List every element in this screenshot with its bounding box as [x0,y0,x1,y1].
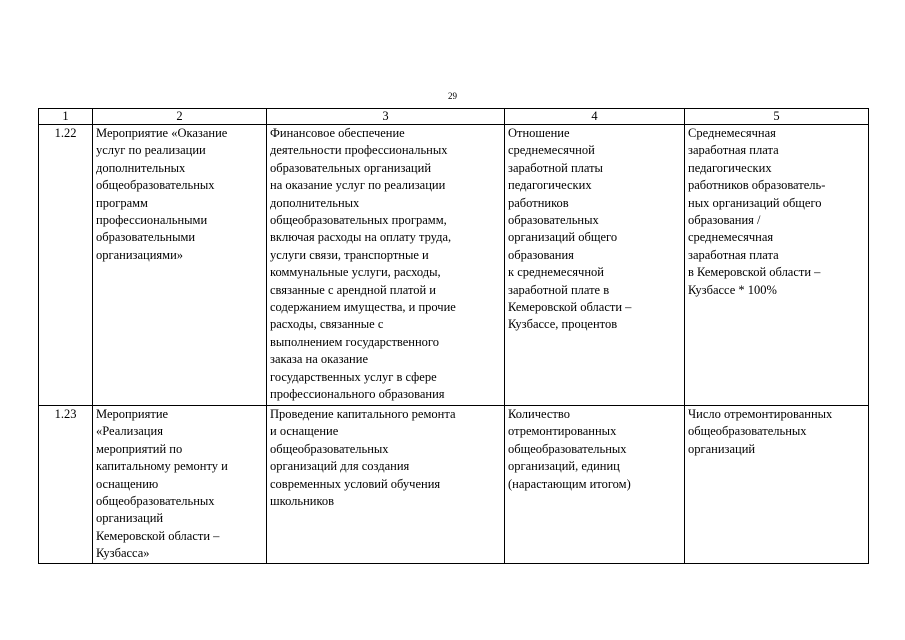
cell-text-line: Кузбассе * 100% [688,282,777,297]
row-number-cell [39,125,93,406]
cell-text-line: заработной платы [508,160,603,175]
row-number: 1.23 [54,407,77,421]
cell-text-line: Число отремонтированных [688,407,833,421]
cell-text-line: Среднемесячная [688,126,776,140]
cell-text-line: современных условий обучения [270,476,441,491]
cell-text-line: оснащению [96,476,159,491]
cell-text-line: Отношение [508,126,570,140]
row-number-cell [39,406,93,564]
header-cell: 3 [267,109,505,125]
header-cell: 1 [39,109,93,125]
cell-text-line: педагогических [508,178,592,193]
cell-text-line: выполнением государственного [270,334,439,349]
cell-text-line: (нарастающим итогом) [508,476,631,491]
cell-text-line: Мероприятие «Оказание [96,126,228,140]
cell-text-line: образовательных [508,213,599,228]
cell-text-line: содержанием имущества, и прочие [270,300,456,315]
event-name-cell [93,406,267,564]
cell-text-line: расходы, связанные с [270,317,384,332]
cell-text-line: педагогических [688,160,772,175]
cell-text-line: организаций, единиц [508,459,620,474]
cell-text-line: к среднемесячной [508,265,604,280]
cell-text-line: Кемеровской области – [508,300,632,315]
header-cell: 2 [93,109,267,125]
table-header-row [39,109,869,125]
header-cell: 5 [685,109,869,125]
cell-text-line: ных организаций общего [688,195,822,210]
cell-text-line: Проведение капитального ремонта [270,407,456,421]
cell-text-line: государственных услуг в сфере [270,369,437,384]
table-row [39,125,869,406]
cell-text-line: дополнительных [270,195,360,210]
cell-text-line: организаций [688,441,756,456]
cell-text-line: и оснащение [270,424,339,439]
cell-text-line: образования / [688,213,761,228]
cell-text-line: профессиональными [96,213,208,228]
cell-text-line: образовательных организаций [270,160,432,175]
cell-text-line: профессионального образования [270,387,445,402]
cell-text-line: деятельности профессиональных [270,143,448,158]
cell-text-line: в Кемеровской области – [688,265,821,280]
header-cell: 4 [505,109,685,125]
cell-text-line: работников [508,195,569,210]
indicators-table [38,108,869,564]
cell-text-line: Количество [508,407,570,421]
cell-text-line: услуги связи, транспортные и [270,247,429,262]
cell-text-line: Кемеровской области – [96,528,220,543]
calculation-cell [685,406,869,564]
cell-text-line: общеобразовательных программ, [270,213,447,228]
cell-text-line: образования [508,247,574,262]
indicator-cell [505,406,685,564]
event-name-cell [93,125,267,406]
page-number: 29 [448,91,457,101]
cell-text-line: заработная плата [688,247,779,262]
cell-text-line: заказа на оказание [270,352,368,367]
cell-text-line: образовательными [96,230,196,245]
cell-text-line: на оказание услуг по реализации [270,178,446,193]
table-row [39,406,869,564]
cell-text-line: включая расходы на оплату труда, [270,230,452,245]
cell-text-line: дополнительных [96,160,186,175]
cell-text-line: Финансовое обеспечение [270,126,405,140]
cell-text-line: организаций общего [508,230,618,245]
cell-text-line: организациями» [96,247,184,262]
cell-text-line: Кузбасса» [96,546,150,561]
cell-text-line: Кузбассе, процентов [508,317,618,332]
indicator-cell [505,125,685,406]
calculation-cell [685,125,869,406]
cell-text-line: школьников [270,494,335,509]
cell-text-line: связанные с арендной платой и [270,282,436,297]
cell-text-line: организаций для создания [270,459,410,474]
cell-text-line: организаций [96,511,164,526]
cell-text-line: среднемесячной [508,143,595,158]
cell-text-line: общеобразовательных [508,441,627,456]
cell-text-line: отремонтированных [508,424,617,439]
cell-text-line: общеобразовательных [688,424,807,439]
cell-text-line: программ [96,195,148,210]
cell-text-line: заработной плате в [508,282,610,297]
cell-text-line: работников образователь- [688,178,826,193]
cell-text-line: общеобразовательных [270,441,389,456]
description-cell [267,406,505,564]
cell-text-line: капитальному ремонту и [96,459,228,474]
description-cell [267,125,505,406]
row-number: 1.22 [54,126,77,140]
cell-text-line: Мероприятие [96,407,169,421]
cell-text-line: общеобразовательных [96,494,215,509]
cell-text-line: услуг по реализации [96,143,206,158]
cell-text-line: заработная плата [688,143,779,158]
cell-text-line: общеобразовательных [96,178,215,193]
cell-text-line: мероприятий по [96,441,183,456]
cell-text-line: среднемесячная [688,230,774,245]
cell-text-line: коммунальные услуги, расходы, [270,265,441,280]
cell-text-line: «Реализация [96,424,163,439]
